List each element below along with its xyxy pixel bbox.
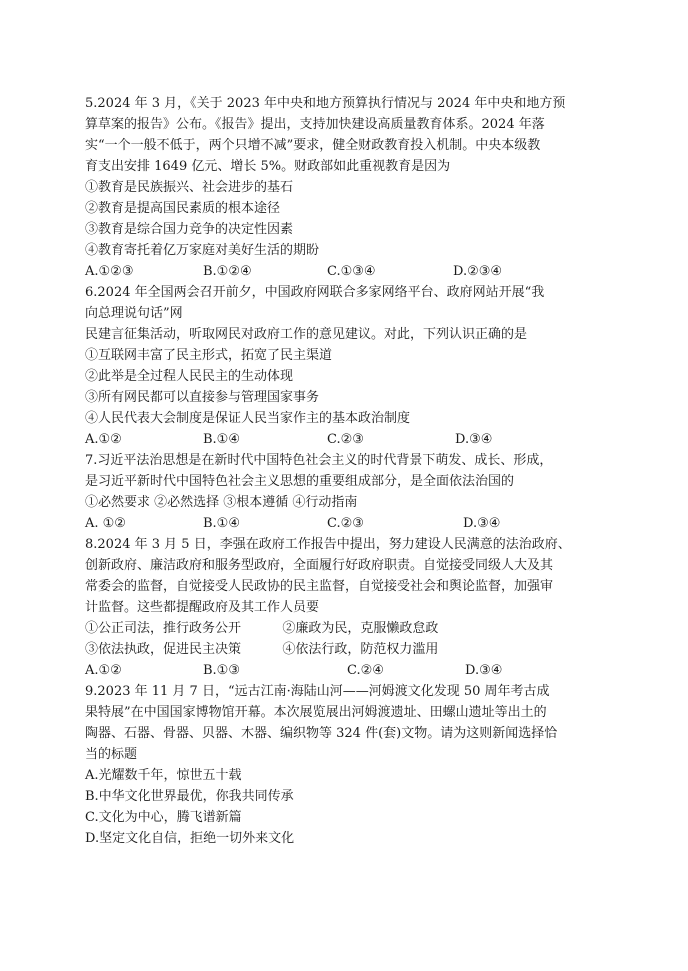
question-8-option-c: C.②④ [347,663,384,678]
question-6 [85,282,605,450]
question-6-statement-4: ④人民代表大会制度是保证人民当家作主的基本政治制度 [85,411,411,426]
question-5-options [85,261,605,282]
question-6-line-2: 向总理说句话”网 [85,306,183,321]
question-6-option-c: C.②③ [327,432,364,447]
question-7-line-2: 是习近平新时代中国特色社会主义思想的重要组成部分，是全面依法治国的 [85,474,515,489]
question-7-options [85,513,605,534]
question-5-line-1: 5.2024 年 3 月，《关于 2023 年中央和地方预算执行情况与 2024 年中央和地方预 [85,96,566,111]
question-9-line-3: 陶器、石器、骨器、贝器、木器、编织物等 324 件(套)文物。请为这则新闻选择恰 [85,726,558,741]
question-8-line-2: 创新政府、廉洁政府和服务型政府，全面履行好政府职责。自觉接受同级人大及其 [85,558,554,573]
question-6-option-d: D.③④ [455,432,493,447]
question-9-option-b: B.中华文化世界最优，你我共同传承 [85,789,294,804]
question-8-statements-3-4: ③依法执政，促进民主决策 ④依法行政，防范权力滥用 [85,642,439,657]
question-8-line-1: 8.2024 年 3 月 5 日，李强在政府工作报告中提出，努力建设人民满意的法治政府、 [85,537,571,552]
question-5-option-c: C.①③④ [327,264,376,279]
question-5-line-4: 育支出安排 1649 亿元、增长 5%。财政部如此重视教育是因为 [85,159,451,174]
question-8 [85,534,605,681]
question-9 [85,681,605,849]
question-5-statement-4: ④教育寄托着亿万家庭对美好生活的期盼 [85,243,320,258]
question-5-statement-3: ③教育是综合国力竞争的决定性因素 [85,222,294,237]
question-5-option-d: D.②③④ [453,264,503,279]
question-5-option-a: A.①②③ [85,264,134,279]
question-6-statement-2: ②此举是全过程人民民主的生动体现 [85,369,294,384]
question-list [85,93,605,849]
question-6-statement-3: ③所有网民都可以直接参与管理国家事务 [85,390,320,405]
question-8-line-4: 计监督。这些都提醒政府及其工作人员要 [85,600,320,615]
question-7-line-1: 7.习近平法治思想是在新时代中国特色社会主义的时代背景下萌发、成长、形成， [85,453,553,468]
question-5-line-2: 算草案的报告》公布。《报告》提出，支持加快建设高质量教育体系。2024 年落 [85,117,545,132]
question-9-option-d: D.坚定文化自信，拒绝一切外来文化 [85,831,295,846]
question-5 [85,93,605,282]
question-6-option-a: A.①② [85,432,122,447]
question-8-option-a: A.①② [85,663,122,678]
question-5-statement-1: ①教育是民族振兴、社会进步的基石 [85,180,294,195]
question-8-line-3: 常委会的监督，自觉接受人民政协的民主监督，自觉接受社会和舆论监督，加强审 [85,579,554,594]
question-7 [85,450,605,534]
question-7-statements: ①必然要求 ②必然选择 ③根本遵循 ④行动指南 [85,495,358,510]
question-6-statement-1: ①互联网丰富了民主形式，拓宽了民主渠道 [85,348,333,363]
question-5-option-b: B.①②④ [203,264,252,279]
question-7-option-b: B.①④ [203,516,240,531]
question-8-options [85,660,605,681]
question-9-option-c: C.文化为中心，腾飞谱新篇 [85,810,242,825]
question-5-statement-2: ②教育是提高国民素质的根本途径 [85,201,281,216]
question-9-option-a: A.光耀数千年，惊世五十载 [85,768,242,783]
question-6-line-3: 民建言征集活动，听取网民对政府工作的意见建议。对此，下列认识正确的是 [85,327,528,342]
question-6-options [85,429,605,450]
question-8-option-d: D.③④ [465,663,503,678]
question-6-line-1: 6.2024 年全国两会召开前夕，中国政府网联合多家网络平台、政府网站开展“我 [85,285,545,300]
question-9-line-1: 9.2023 年 11 月 7 日，“远古江南·海陆山河——河姆渡文化发现 50 周年考古成 [85,684,550,699]
question-8-option-b: B.①③ [203,663,240,678]
question-7-option-c: C.②③ [327,516,364,531]
question-7-option-a: A. ①② [85,516,126,531]
question-9-line-4: 当的标题 [85,747,138,762]
question-8-statements-1-2: ①公正司法，推行政务公开 ②廉政为民，克服懒政怠政 [85,621,439,636]
question-9-line-2: 果特展”在中国国家博物馆开幕。本次展览展出河姆渡遗址、田螺山遗址等出土的 [85,705,547,720]
question-6-option-b: B.①④ [203,432,240,447]
question-7-option-d: D.③④ [463,516,501,531]
question-5-line-3: 实“一个一般不低于，两个只增不减”要求，健全财政教育投入机制。中央本级教 [85,138,541,153]
